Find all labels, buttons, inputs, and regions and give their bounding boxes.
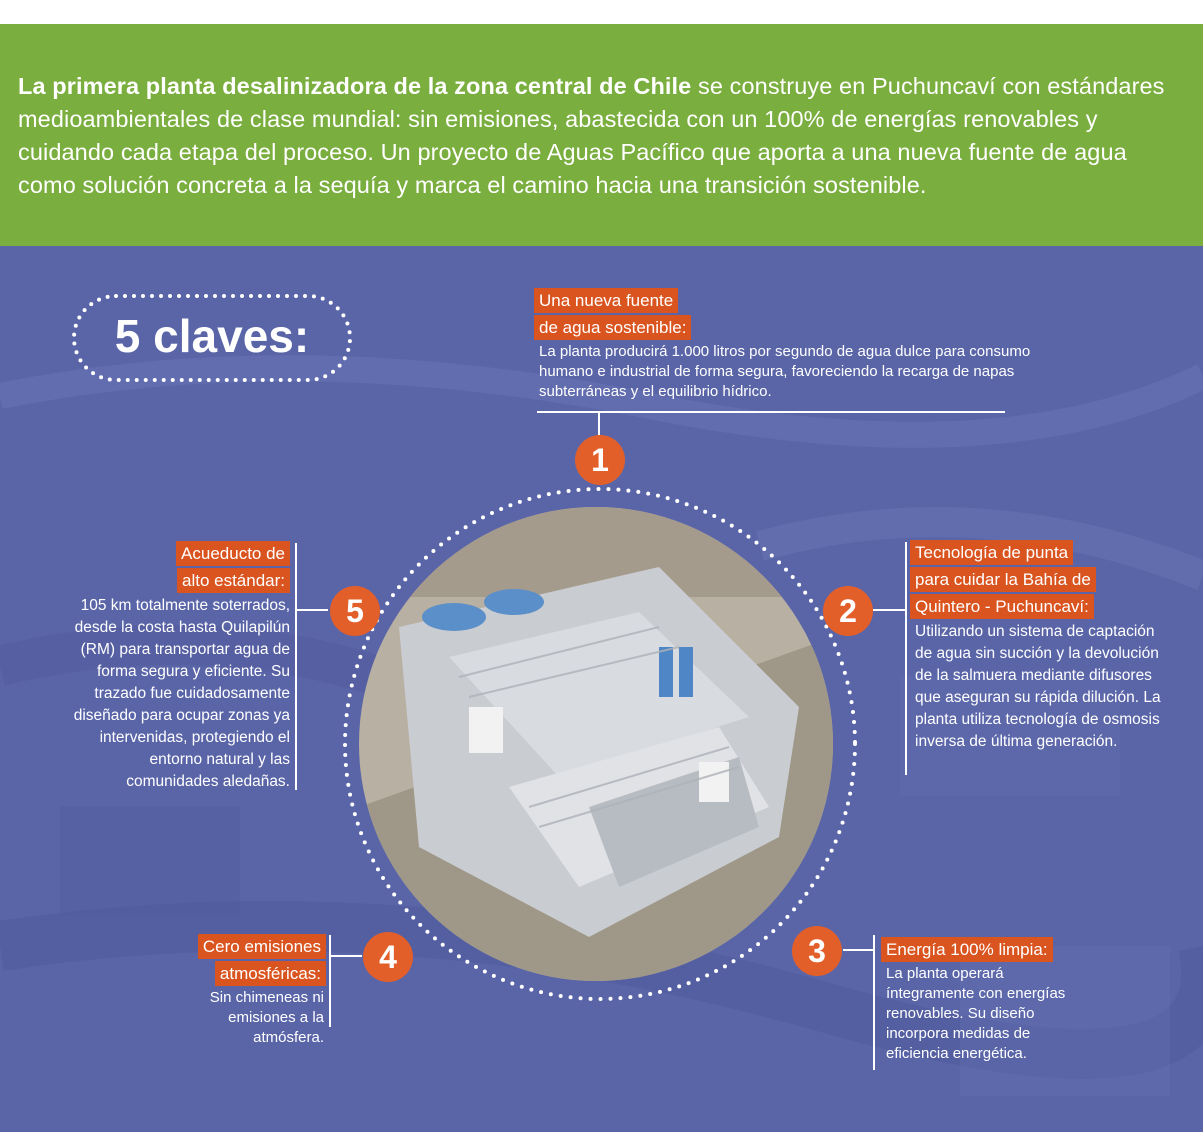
connector-vline-4 [329,935,331,1027]
intro-paragraph [18,70,1188,202]
key-3-description: La planta operará íntegramente con energías renovables. Su diseño incorpora medidas de eficiencia energética. [886,965,1066,1062]
key-2-description: Utilizando un sistema de captación de agua sin succión y la devolución de la salmuera mediante difusores que aseguran su rápida dilución. La planta utiliza tecnología de osmosis inversa de última generación. [915,623,1161,750]
key-2-heading-line-3: Quintero - Puchuncaví: [910,594,1094,619]
key-2-block [910,540,1172,753]
connector-vline-2 [905,542,907,775]
top-margin [0,0,1203,24]
key-3-heading-line-1: Energía 100% limpia: [881,937,1053,962]
key-marker-3: 3 [792,926,842,976]
key-4-description: Sin chimeneas ni emisiones a la atmósfera. [209,989,324,1046]
key-marker-2: 2 [823,586,873,636]
intro-bold-text: La primera planta desalinizadora de la zona central de Chile [18,73,692,99]
connector-line-1 [537,411,1005,413]
key-4-block [110,934,326,1048]
connector-vline-5 [295,543,297,790]
key-5-heading-line-2: alto estándar: [177,568,290,593]
key-2-heading-line-1: Tecnología de punta [910,540,1073,565]
page-title: 5 claves: [114,310,310,362]
key-marker-4: 4 [363,932,413,982]
key-1-block [534,288,1034,402]
key-5-description: 105 km totalmente soterrados, desde la costa hasta Quilapilún (RM) para transportar agua de forma segura y eficiente. Su trazado fue cuidadosamente diseñado para ocupar zonas ya intervenidas, protegiendo el entorno natural y las comunidades aledañas. [73,597,290,790]
connector-line-2 [873,609,906,611]
connector-line-3 [843,949,875,951]
key-5-heading-line-1: Acueducto de [176,541,290,566]
plant-aerial-photo [359,507,833,981]
connector-vline-3 [873,935,875,1070]
key-2-heading-line-2: para cuidar la Bahía de [910,567,1096,592]
key-1-description: La planta producirá 1.000 litros por segundo de agua dulce para consumo humano e industrial de forma segura, favoreciendo la recarga de napas subterráneas y el equilibrio hídrico. [539,343,1031,400]
key-4-heading-line-1: Cero emisiones [198,934,326,959]
intro-rest-text: se construye en Puchuncaví con estándares medioambientales de clase mundial: sin emisiones, abastecida con un 100% de energías renovables y cuidando cada etapa del proceso. Un proyecto de Aguas Pacífico que aporta a una nueva fuente de agua como solución concreta a la sequía y marca el camino hacia una transición sostenible. [18,73,1165,198]
connector-stem-1 [598,411,600,436]
key-1-heading-line-2: de agua sostenible: [534,315,691,340]
key-5-block [40,541,290,793]
key-1-heading-line-1: Una nueva fuente [534,288,678,313]
key-marker-1: 1 [575,435,625,485]
key-marker-5: 5 [330,586,380,636]
connector-line-4 [329,955,362,957]
key-3-block [881,937,1096,1064]
connector-line-5 [295,609,328,611]
key-4-heading-line-2: atmosféricas: [215,961,326,986]
